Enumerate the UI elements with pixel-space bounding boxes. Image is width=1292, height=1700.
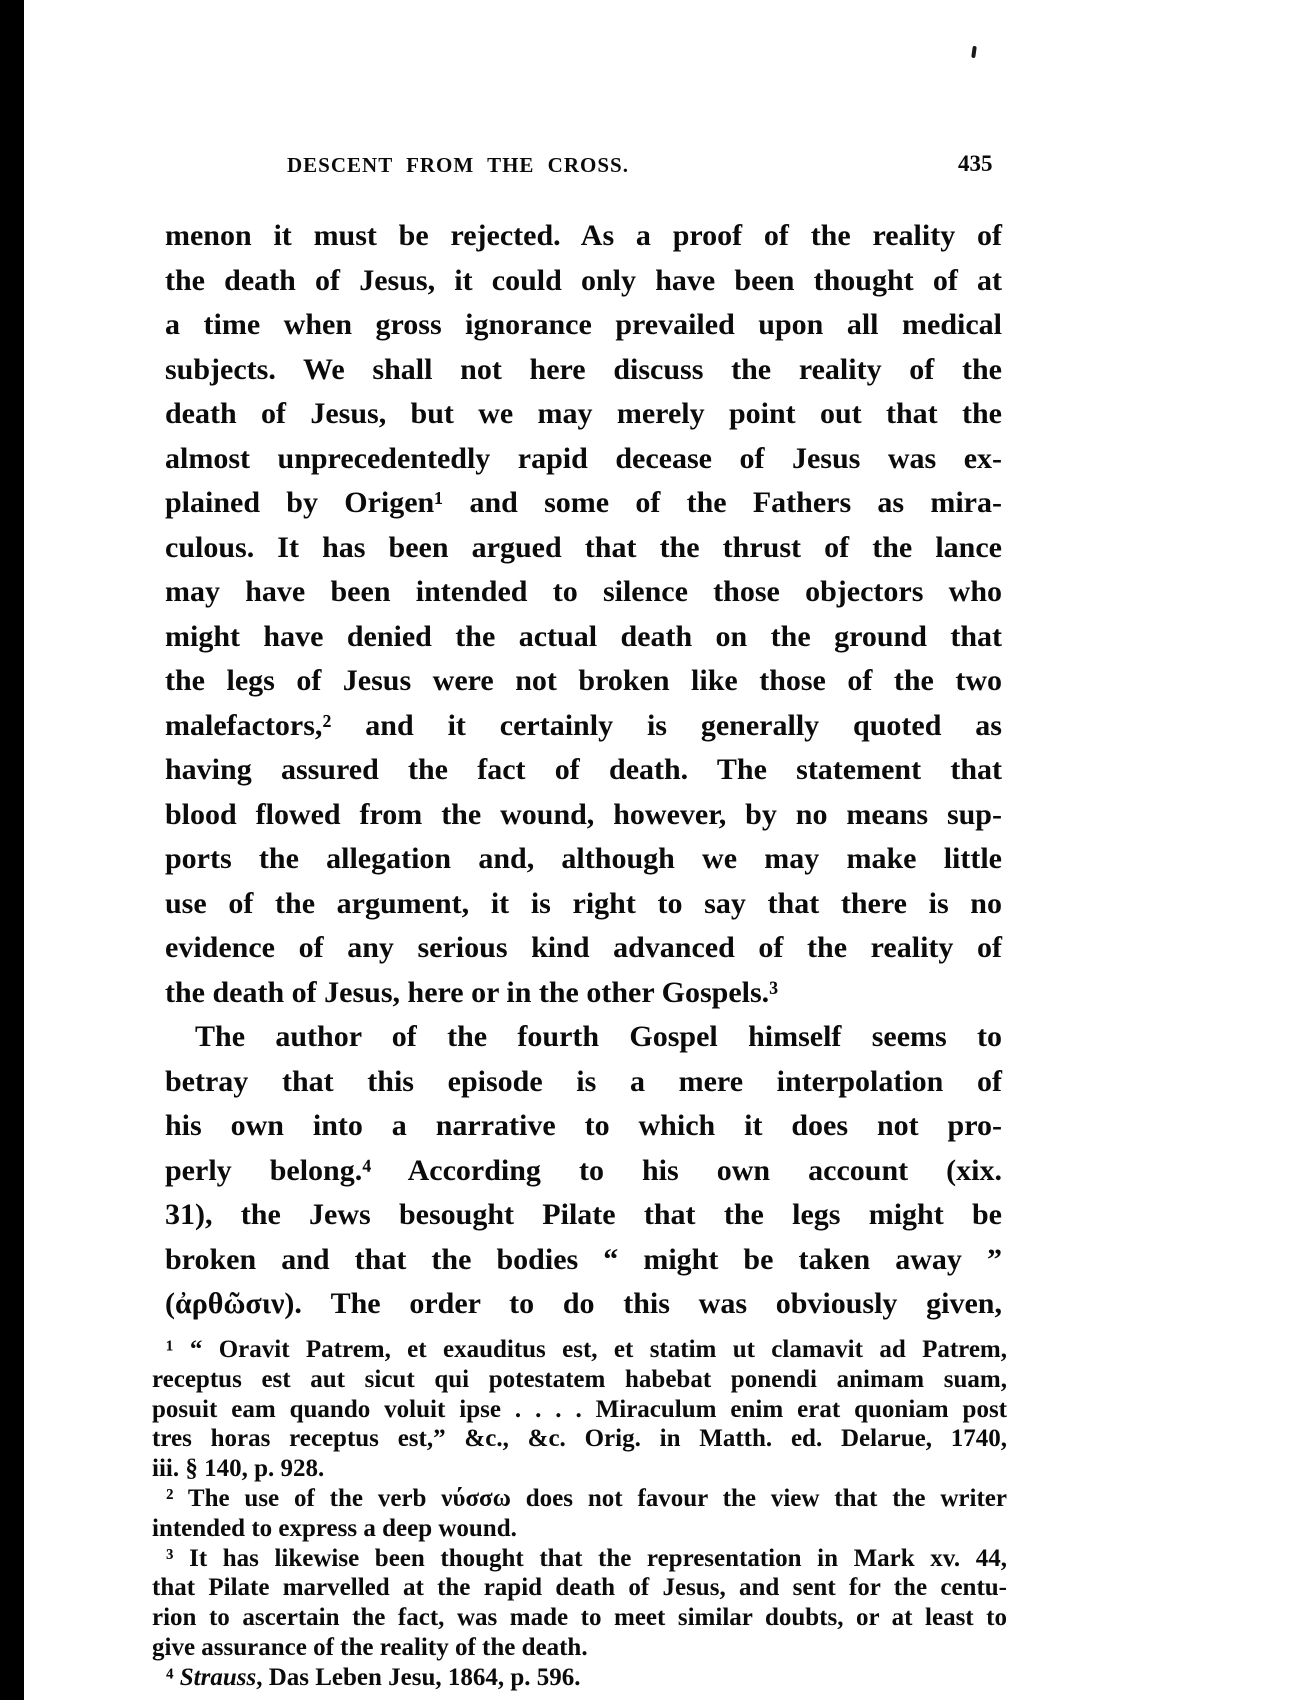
body-text-line: the legs of Jesus were not broken like those of the two bbox=[165, 664, 1002, 697]
footnote-line: rion to ascertain the fact, was made to meet similar doubts, or at least to bbox=[152, 1604, 1007, 1632]
footnote-line: intended to express a deep wound. bbox=[152, 1514, 517, 1542]
footnote-line: ⁴ Strauss, Das Leben Jesu, 1864, p. 596. bbox=[166, 1663, 581, 1691]
ink-speck bbox=[971, 46, 977, 58]
footnote-line: ³ It has likewise been thought that the representation in Mark xv. 44, bbox=[166, 1544, 1007, 1572]
body-text-line: blood flowed from the wound, however, by no means sup- bbox=[165, 797, 1002, 831]
body-text-line: the death of Jesus, here or in the other Gospels.³ bbox=[165, 975, 779, 1009]
running-header-title: DESCENT FROM THE CROSS. bbox=[287, 153, 629, 177]
footnote-line: iii. § 140, p. 928. bbox=[152, 1455, 325, 1483]
body-text-line: evidence of any serious kind advanced of the reality of bbox=[165, 931, 1002, 964]
body-text-line: perly belong.⁴ According to his own account (xix. bbox=[165, 1153, 1002, 1187]
body-text-line: a time when gross ignorance prevailed upon all medical bbox=[165, 308, 1002, 341]
footnote-line: that Pilate marvelled at the rapid death of Jesus, and sent for the centu- bbox=[152, 1574, 1007, 1602]
body-text-line: use of the argument, it is right to say that there is no bbox=[165, 886, 1002, 920]
body-text-line: his own into a narrative to which it does not pro- bbox=[165, 1109, 1002, 1142]
body-text-line: malefactors,² and it certainly is generally quoted as bbox=[165, 708, 1002, 742]
footnote-line: give assurance of the reality of the death. bbox=[152, 1633, 588, 1661]
footnote-line: posuit eam quando voluit ipse . . . . Miraculum enim erat quoniam post bbox=[152, 1395, 1007, 1423]
body-text-line: culous. It has been argued that the thrust of the lance bbox=[165, 530, 1002, 564]
body-text-line: 31), the Jews besought Pilate that the legs might be bbox=[165, 1198, 1002, 1231]
body-text-line: subjects. We shall not here discuss the reality of the bbox=[165, 352, 1002, 386]
body-text-line: betray that this episode is a mere interpolation of bbox=[165, 1064, 1002, 1098]
footnotes-block bbox=[152, 1335, 1007, 1693]
body-text-line: (ἀρθῶσιν). The order to do this was obviously given, bbox=[165, 1287, 1002, 1320]
page-number: 435 bbox=[958, 151, 993, 176]
body-text-line: ports the allegation and, although we may make little bbox=[165, 842, 1002, 875]
body-text-line: might have denied the actual death on the ground that bbox=[165, 619, 1002, 653]
body-text-line: may have been intended to silence those objectors who bbox=[165, 575, 1002, 608]
body-text-line: The author of the fourth Gospel himself seems to bbox=[195, 1020, 1002, 1053]
body-text-line: the death of Jesus, it could only have been thought of at bbox=[165, 263, 1002, 297]
scan-edge-bar bbox=[0, 0, 24, 1700]
body-text-line: menon it must be rejected. As a proof of the reality of bbox=[165, 219, 1002, 252]
body-text-block bbox=[165, 214, 1002, 1327]
footnote-line: receptus est aut sicut qui potestatem habebat ponendi animam suam, bbox=[152, 1365, 1007, 1393]
footnote-line: ¹ “ Oravit Patrem, et exauditus est, et statim ut clamavit ad Patrem, bbox=[166, 1336, 1007, 1363]
body-text-line: broken and that the bodies “ might be taken away ” bbox=[165, 1242, 1002, 1276]
footnote-line: tres horas receptus est,” &c., &c. Orig. in Matth. ed. Delarue, 1740, bbox=[152, 1425, 1007, 1453]
footnote-line: ² The use of the verb νύσσω does not favour the view that the writer bbox=[166, 1484, 1007, 1512]
body-text-line: almost unprecedentedly rapid decease of Jesus was ex- bbox=[165, 441, 1002, 475]
body-text-line: death of Jesus, but we may merely point out that the bbox=[165, 397, 1002, 430]
body-text-line: plained by Origen¹ and some of the Fathers as mira- bbox=[165, 486, 1002, 519]
body-text-line: having assured the fact of death. The statement that bbox=[165, 753, 1002, 786]
